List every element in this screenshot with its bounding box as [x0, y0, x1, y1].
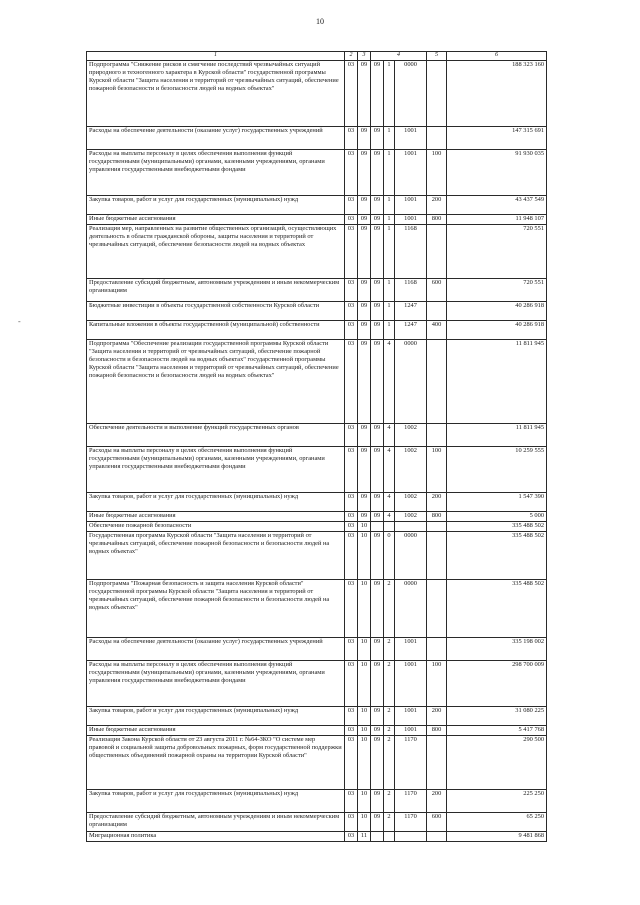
row-section: 11	[358, 832, 371, 842]
table-row	[87, 532, 547, 580]
row-ministry: 03	[345, 832, 358, 842]
row-name: Предоставление субсидий бюджетным, автономным учреждениям и иным некоммерческим организациям	[87, 279, 345, 302]
row-expense-type	[427, 522, 447, 532]
row-name: Расходы на обеспечение деятельности (оказание услуг) государственных учреждений	[87, 638, 345, 661]
row-ministry: 03	[345, 580, 358, 638]
row-subprogram	[384, 832, 395, 842]
table-row	[87, 279, 547, 302]
row-direction-code: 1168	[395, 279, 427, 302]
row-program	[371, 832, 384, 842]
table-row	[87, 340, 547, 424]
row-subprogram: 4	[384, 493, 395, 512]
row-amount: 5 417 768	[447, 726, 547, 736]
row-name: Реализация Закона Курской области от 23 августа 2011 г. №64-ЗКО "О системе мер правовой и социальной защиты добровольных пожарных, форм государственной поддержки общественных объединений пожарной охраны на территории Курской области"	[87, 736, 345, 790]
row-subprogram: 1	[384, 321, 395, 340]
row-section: 09	[358, 61, 371, 127]
row-name: Расходы на выплаты персоналу в целях обеспечения выполнения функций государственными (муниципальными) органами, казенными учреждениями, органами управления государственными внебюджетными фондами	[87, 447, 345, 493]
row-program: 09	[371, 150, 384, 196]
row-section: 09	[358, 127, 371, 150]
row-expense-type: 800	[427, 512, 447, 522]
row-direction-code	[395, 832, 427, 842]
row-amount: 1 547 390	[447, 493, 547, 512]
table-row	[87, 150, 547, 196]
table-row	[87, 321, 547, 340]
row-section: 09	[358, 215, 371, 225]
row-direction-code: 1247	[395, 321, 427, 340]
table-row	[87, 512, 547, 522]
row-name: Расходы на обеспечение деятельности (оказание услуг) государственных учреждений	[87, 127, 345, 150]
row-section: 10	[358, 736, 371, 790]
row-ministry: 03	[345, 321, 358, 340]
row-expense-type	[427, 532, 447, 580]
row-section: 10	[358, 813, 371, 832]
row-program	[371, 522, 384, 532]
row-program: 09	[371, 321, 384, 340]
row-expense-type	[427, 340, 447, 424]
row-name: Предоставление субсидий бюджетным, автономным учреждениям и иным некоммерческим организациям	[87, 813, 345, 832]
row-ministry: 03	[345, 813, 358, 832]
row-direction-code: 1001	[395, 150, 427, 196]
row-expense-type: 100	[427, 661, 447, 707]
row-expense-type	[427, 580, 447, 638]
row-ministry: 03	[345, 225, 358, 279]
row-direction-code: 1002	[395, 447, 427, 493]
row-section: 09	[358, 512, 371, 522]
row-section: 10	[358, 532, 371, 580]
row-amount: 298 700 009	[447, 661, 547, 707]
row-name: Миграционная политика	[87, 832, 345, 842]
row-program: 09	[371, 790, 384, 813]
row-direction-code: 1247	[395, 302, 427, 321]
table-row	[87, 832, 547, 842]
table-row	[87, 813, 547, 832]
row-section: 09	[358, 493, 371, 512]
table-row	[87, 127, 547, 150]
row-expense-type	[427, 127, 447, 150]
row-direction-code: 1001	[395, 215, 427, 225]
row-direction-code: 1002	[395, 512, 427, 522]
row-expense-type	[427, 736, 447, 790]
header-cell-3: 3	[358, 52, 371, 61]
row-expense-type: 200	[427, 707, 447, 726]
row-amount: 335 488 502	[447, 532, 547, 580]
row-subprogram: 0	[384, 532, 395, 580]
row-expense-type	[427, 225, 447, 279]
row-name: Иные бюджетные ассигнования	[87, 512, 345, 522]
row-program: 09	[371, 493, 384, 512]
row-name: Бюджетные инвестиции в объекты государственной собственности Курской области	[87, 302, 345, 321]
table-row	[87, 707, 547, 726]
row-name: Иные бюджетные ассигнования	[87, 215, 345, 225]
row-section: 10	[358, 580, 371, 638]
row-subprogram: 1	[384, 225, 395, 279]
row-name: Капитальные вложения в объекты государственной (муниципальной) собственности	[87, 321, 345, 340]
row-direction-code	[395, 522, 427, 532]
row-amount: 9 481 868	[447, 832, 547, 842]
row-amount: 5 000	[447, 512, 547, 522]
row-name: Обеспечение деятельности и выполнение функций государственных органов	[87, 424, 345, 447]
table-row	[87, 522, 547, 532]
row-expense-type: 800	[427, 215, 447, 225]
row-subprogram	[384, 522, 395, 532]
table-row	[87, 302, 547, 321]
row-program: 09	[371, 279, 384, 302]
table-row	[87, 447, 547, 493]
row-ministry: 03	[345, 447, 358, 493]
row-program: 09	[371, 707, 384, 726]
row-section: 09	[358, 225, 371, 279]
row-direction-code: 1170	[395, 790, 427, 813]
page-number: 10	[316, 17, 324, 26]
row-direction-code: 1170	[395, 813, 427, 832]
row-ministry: 03	[345, 790, 358, 813]
row-direction-code: 1001	[395, 661, 427, 707]
row-program: 09	[371, 196, 384, 215]
row-section: 09	[358, 196, 371, 215]
margin-mark: -	[18, 317, 21, 326]
row-name: Закупка товаров, работ и услуг для государственных (муниципальных) нужд	[87, 790, 345, 813]
row-direction-code: 1168	[395, 225, 427, 279]
row-program: 09	[371, 340, 384, 424]
row-amount: 11 948 107	[447, 215, 547, 225]
row-expense-type	[427, 302, 447, 321]
row-expense-type	[427, 424, 447, 447]
header-cell-6: 6	[447, 52, 547, 61]
row-section: 10	[358, 522, 371, 532]
row-ministry: 03	[345, 340, 358, 424]
row-amount: 43 437 549	[447, 196, 547, 215]
row-ministry: 03	[345, 493, 358, 512]
row-amount: 40 286 918	[447, 321, 547, 340]
row-direction-code: 1002	[395, 424, 427, 447]
row-ministry: 03	[345, 512, 358, 522]
row-amount: 11 811 945	[447, 424, 547, 447]
row-ministry: 03	[345, 726, 358, 736]
row-amount: 188 323 160	[447, 61, 547, 127]
row-amount: 11 811 945	[447, 340, 547, 424]
row-direction-code: 0000	[395, 532, 427, 580]
row-section: 09	[358, 447, 371, 493]
row-ministry: 03	[345, 150, 358, 196]
row-ministry: 03	[345, 424, 358, 447]
row-expense-type: 600	[427, 279, 447, 302]
row-name: Закупка товаров, работ и услуг для государственных (муниципальных) нужд	[87, 493, 345, 512]
row-name: Подпрограмма "Снижение рисков и смягчение последствий чрезвычайных ситуаций природного и техногенного характера в Курской области" государственной программы Курской области "Защита населения и территорий от чрезвычайных ситуаций, обеспечение пожарной безопасности и безопасности людей на водных объектах"	[87, 61, 345, 127]
row-program: 09	[371, 61, 384, 127]
row-subprogram: 1	[384, 61, 395, 127]
row-direction-code: 1170	[395, 736, 427, 790]
row-amount: 720 551	[447, 279, 547, 302]
row-ministry: 03	[345, 661, 358, 707]
row-ministry: 03	[345, 127, 358, 150]
row-subprogram: 2	[384, 707, 395, 726]
header-cell-1: 1	[87, 52, 345, 61]
row-subprogram: 4	[384, 447, 395, 493]
row-program: 09	[371, 661, 384, 707]
row-subprogram: 1	[384, 279, 395, 302]
row-expense-type: 200	[427, 196, 447, 215]
row-direction-code: 1001	[395, 726, 427, 736]
row-amount: 225 250	[447, 790, 547, 813]
row-section: 09	[358, 321, 371, 340]
row-subprogram: 1	[384, 150, 395, 196]
row-expense-type	[427, 61, 447, 127]
row-section: 10	[358, 707, 371, 726]
row-name: Обеспечение пожарной безопасности	[87, 522, 345, 532]
header-cell-4: 4	[371, 52, 427, 61]
row-section: 09	[358, 279, 371, 302]
row-expense-type: 200	[427, 493, 447, 512]
row-ministry: 03	[345, 279, 358, 302]
row-section: 09	[358, 340, 371, 424]
row-program: 09	[371, 127, 384, 150]
row-ministry: 03	[345, 61, 358, 127]
row-subprogram: 2	[384, 638, 395, 661]
row-name: Иные бюджетные ассигнования	[87, 726, 345, 736]
row-amount: 65 250	[447, 813, 547, 832]
row-amount: 91 930 035	[447, 150, 547, 196]
header-cell-2: 2	[345, 52, 358, 61]
row-section: 09	[358, 424, 371, 447]
row-subprogram: 2	[384, 813, 395, 832]
row-direction-code: 1001	[395, 707, 427, 726]
row-name: Подпрограмма "Пожарная безопасность и защита населения Курской области" государственной программы Курской области "Защита населения и территорий от чрезвычайных ситуаций, обеспечение пожарной безопасности и безопасности людей на водных объектах"	[87, 580, 345, 638]
row-amount: 147 315 691	[447, 127, 547, 150]
row-direction-code: 0000	[395, 340, 427, 424]
row-expense-type: 100	[427, 447, 447, 493]
row-subprogram: 4	[384, 424, 395, 447]
table-row	[87, 61, 547, 127]
row-name: Расходы на выплаты персоналу в целях обеспечения выполнения функций государственными (муниципальными) органами, казенными учреждениями, органами управления государственными внебюджетными фондами	[87, 661, 345, 707]
table-row	[87, 736, 547, 790]
row-direction-code: 1001	[395, 196, 427, 215]
row-program: 09	[371, 447, 384, 493]
header-cell-5: 5	[427, 52, 447, 61]
row-amount: 335 488 502	[447, 522, 547, 532]
table-row	[87, 225, 547, 279]
row-ministry: 03	[345, 522, 358, 532]
row-subprogram: 1	[384, 302, 395, 321]
row-subprogram: 2	[384, 726, 395, 736]
row-amount: 335 198 002	[447, 638, 547, 661]
row-expense-type: 100	[427, 150, 447, 196]
row-ministry: 03	[345, 196, 358, 215]
row-section: 10	[358, 790, 371, 813]
budget-table	[86, 51, 547, 842]
row-subprogram: 1	[384, 215, 395, 225]
table-row	[87, 424, 547, 447]
row-program: 09	[371, 302, 384, 321]
row-amount: 290 500	[447, 736, 547, 790]
row-subprogram: 2	[384, 790, 395, 813]
row-name: Подпрограмма "Обеспечение реализации государственной программы Курской области "Защита населения и территорий от чрезвычайных ситуаций, обеспечение пожарной безопасности и безопасности людей на водных объектах" государственной программы Курской области "Защита населения и территорий от чрезвычайных ситуаций, обеспечение пожарной безопасности и безопасности людей на водных объектах"	[87, 340, 345, 424]
row-program: 09	[371, 736, 384, 790]
row-ministry: 03	[345, 638, 358, 661]
row-direction-code: 1001	[395, 638, 427, 661]
table-header-row	[87, 52, 547, 61]
row-ministry: 03	[345, 302, 358, 321]
row-amount: 31 080 225	[447, 707, 547, 726]
row-program: 09	[371, 512, 384, 522]
row-program: 09	[371, 638, 384, 661]
row-subprogram: 2	[384, 580, 395, 638]
row-name: Закупка товаров, работ и услуг для государственных (муниципальных) нужд	[87, 196, 345, 215]
row-subprogram: 1	[384, 127, 395, 150]
row-section: 09	[358, 302, 371, 321]
row-expense-type	[427, 832, 447, 842]
row-section: 10	[358, 661, 371, 707]
table-row	[87, 215, 547, 225]
row-program: 09	[371, 215, 384, 225]
row-ministry: 03	[345, 215, 358, 225]
table-row	[87, 196, 547, 215]
row-program: 09	[371, 225, 384, 279]
row-amount: 10 259 555	[447, 447, 547, 493]
row-subprogram: 1	[384, 196, 395, 215]
row-amount: 335 488 502	[447, 580, 547, 638]
row-direction-code: 0000	[395, 580, 427, 638]
row-ministry: 03	[345, 736, 358, 790]
row-program: 09	[371, 532, 384, 580]
row-expense-type: 400	[427, 321, 447, 340]
row-subprogram: 2	[384, 736, 395, 790]
row-name: Реализация мер, направленных на развитие общественных организаций, осуществляющих деятельность в области гражданской обороны, защиты населения и территорий от чрезвычайных ситуаций, обеспечение безопасности людей на водных объектах	[87, 225, 345, 279]
row-section: 09	[358, 150, 371, 196]
row-expense-type: 200	[427, 790, 447, 813]
table-row	[87, 661, 547, 707]
row-name: Закупка товаров, работ и услуг для государственных (муниципальных) нужд	[87, 707, 345, 726]
table-row	[87, 580, 547, 638]
row-program: 09	[371, 580, 384, 638]
row-direction-code: 1002	[395, 493, 427, 512]
row-program: 09	[371, 424, 384, 447]
row-program: 09	[371, 726, 384, 736]
row-amount: 40 286 918	[447, 302, 547, 321]
table-row	[87, 726, 547, 736]
row-direction-code: 0000	[395, 61, 427, 127]
row-ministry: 03	[345, 532, 358, 580]
row-ministry: 03	[345, 707, 358, 726]
row-section: 10	[358, 638, 371, 661]
table-row	[87, 638, 547, 661]
row-subprogram: 2	[384, 661, 395, 707]
row-subprogram: 4	[384, 340, 395, 424]
row-program: 09	[371, 813, 384, 832]
row-expense-type: 800	[427, 726, 447, 736]
table-row	[87, 790, 547, 813]
row-amount: 720 551	[447, 225, 547, 279]
row-section: 10	[358, 726, 371, 736]
row-direction-code: 1001	[395, 127, 427, 150]
row-expense-type: 600	[427, 813, 447, 832]
row-expense-type	[427, 638, 447, 661]
row-subprogram: 4	[384, 512, 395, 522]
table-row	[87, 493, 547, 512]
row-name: Государственная программа Курской области "Защита населения и территорий от чрезвычайных ситуаций, обеспечение пожарной безопасности и безопасности людей на водных объектах"	[87, 532, 345, 580]
row-name: Расходы на выплаты персоналу в целях обеспечения выполнения функций государственными (муниципальными) органами, казенными учреждениями, органами управления государственными внебюджетными фондами	[87, 150, 345, 196]
